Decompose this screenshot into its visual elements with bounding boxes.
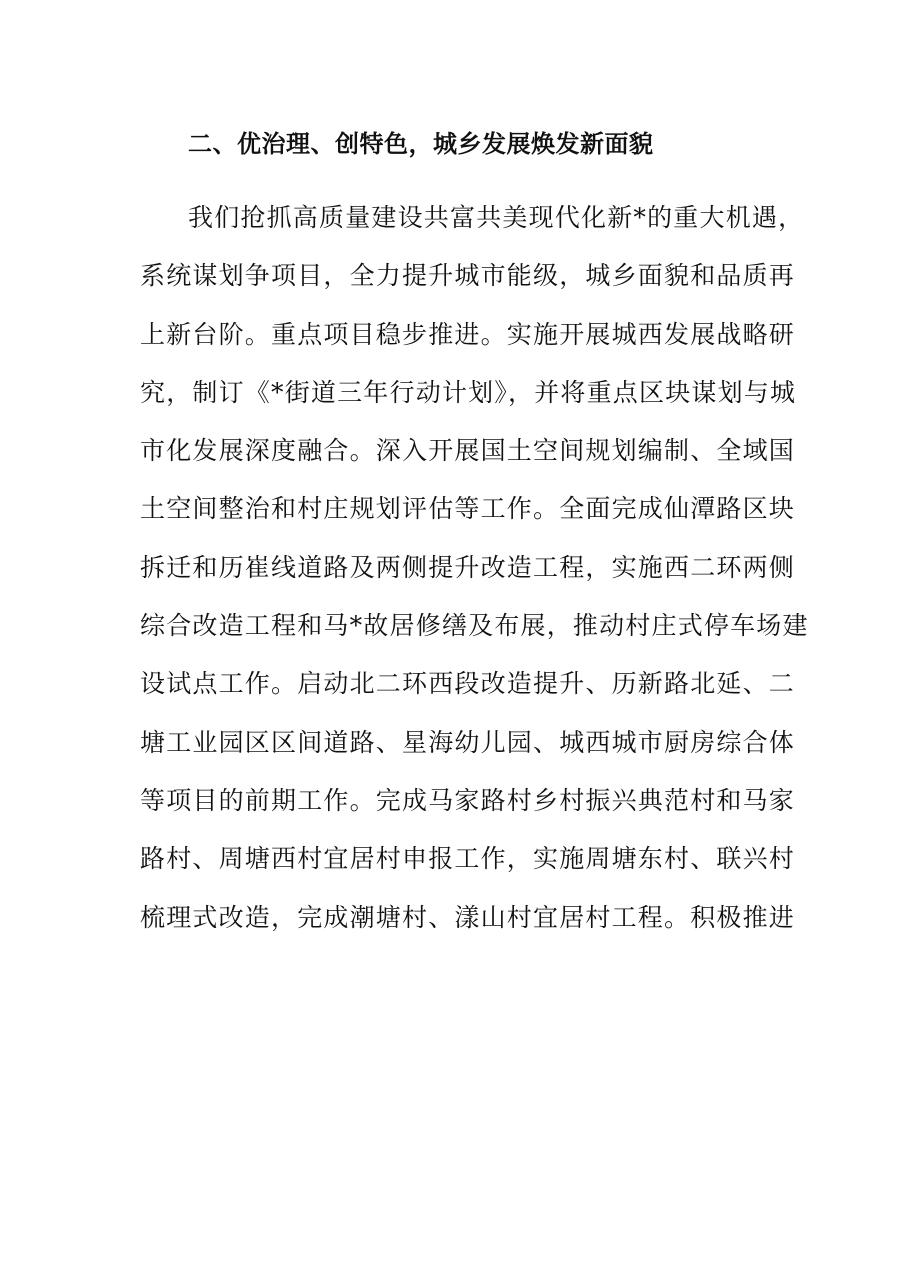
paragraph-line: 综合改造工程和马*故居修缮及布展，推动村庄式停车场建	[140, 611, 809, 641]
paragraph-line: 等项目的前期工作。完成马家路村乡村振兴典范村和马家	[140, 785, 796, 815]
paragraph-line: 上新台阶。重点项目稳步推进。实施开展城西发展战略研	[140, 319, 796, 349]
paragraph-line: 系统谋划争项目，全力提升城市能级，城乡面貌和品质再	[140, 261, 796, 291]
section-heading: 二、优治理、创特色，城乡发展焕发新面貌	[188, 130, 654, 158]
paragraph-line: 设试点工作。启动北二环西段改造提升、历新路北延、二	[140, 669, 796, 699]
body-paragraph	[140, 198, 809, 956]
paragraph-line: 市化发展深度融合。深入开展国土空间规划编制、全域国	[140, 436, 796, 466]
paragraph-line: 土空间整治和村庄规划评估等工作。全面完成仙潭路区块	[140, 494, 796, 524]
paragraph-line: 梳理式改造，完成潮塘村、漾山村宜居村工程。积极推进	[140, 902, 796, 932]
paragraph-line: 塘工业园区区间道路、星海幼儿园、城西城市厨房综合体	[140, 727, 796, 757]
paragraph-line: 路村、周塘西村宜居村申报工作，实施周塘东村、联兴村	[140, 844, 796, 874]
paragraph-line: 究，制订《*街道三年行动计划》，并将重点区块谋划与城	[140, 377, 797, 407]
paragraph-line: 拆迁和历崔线道路及两侧提升改造工程，实施西二环两侧	[140, 552, 796, 582]
paragraph-line: 我们抢抓高质量建设共富共美现代化新*的重大机遇，	[188, 203, 805, 232]
